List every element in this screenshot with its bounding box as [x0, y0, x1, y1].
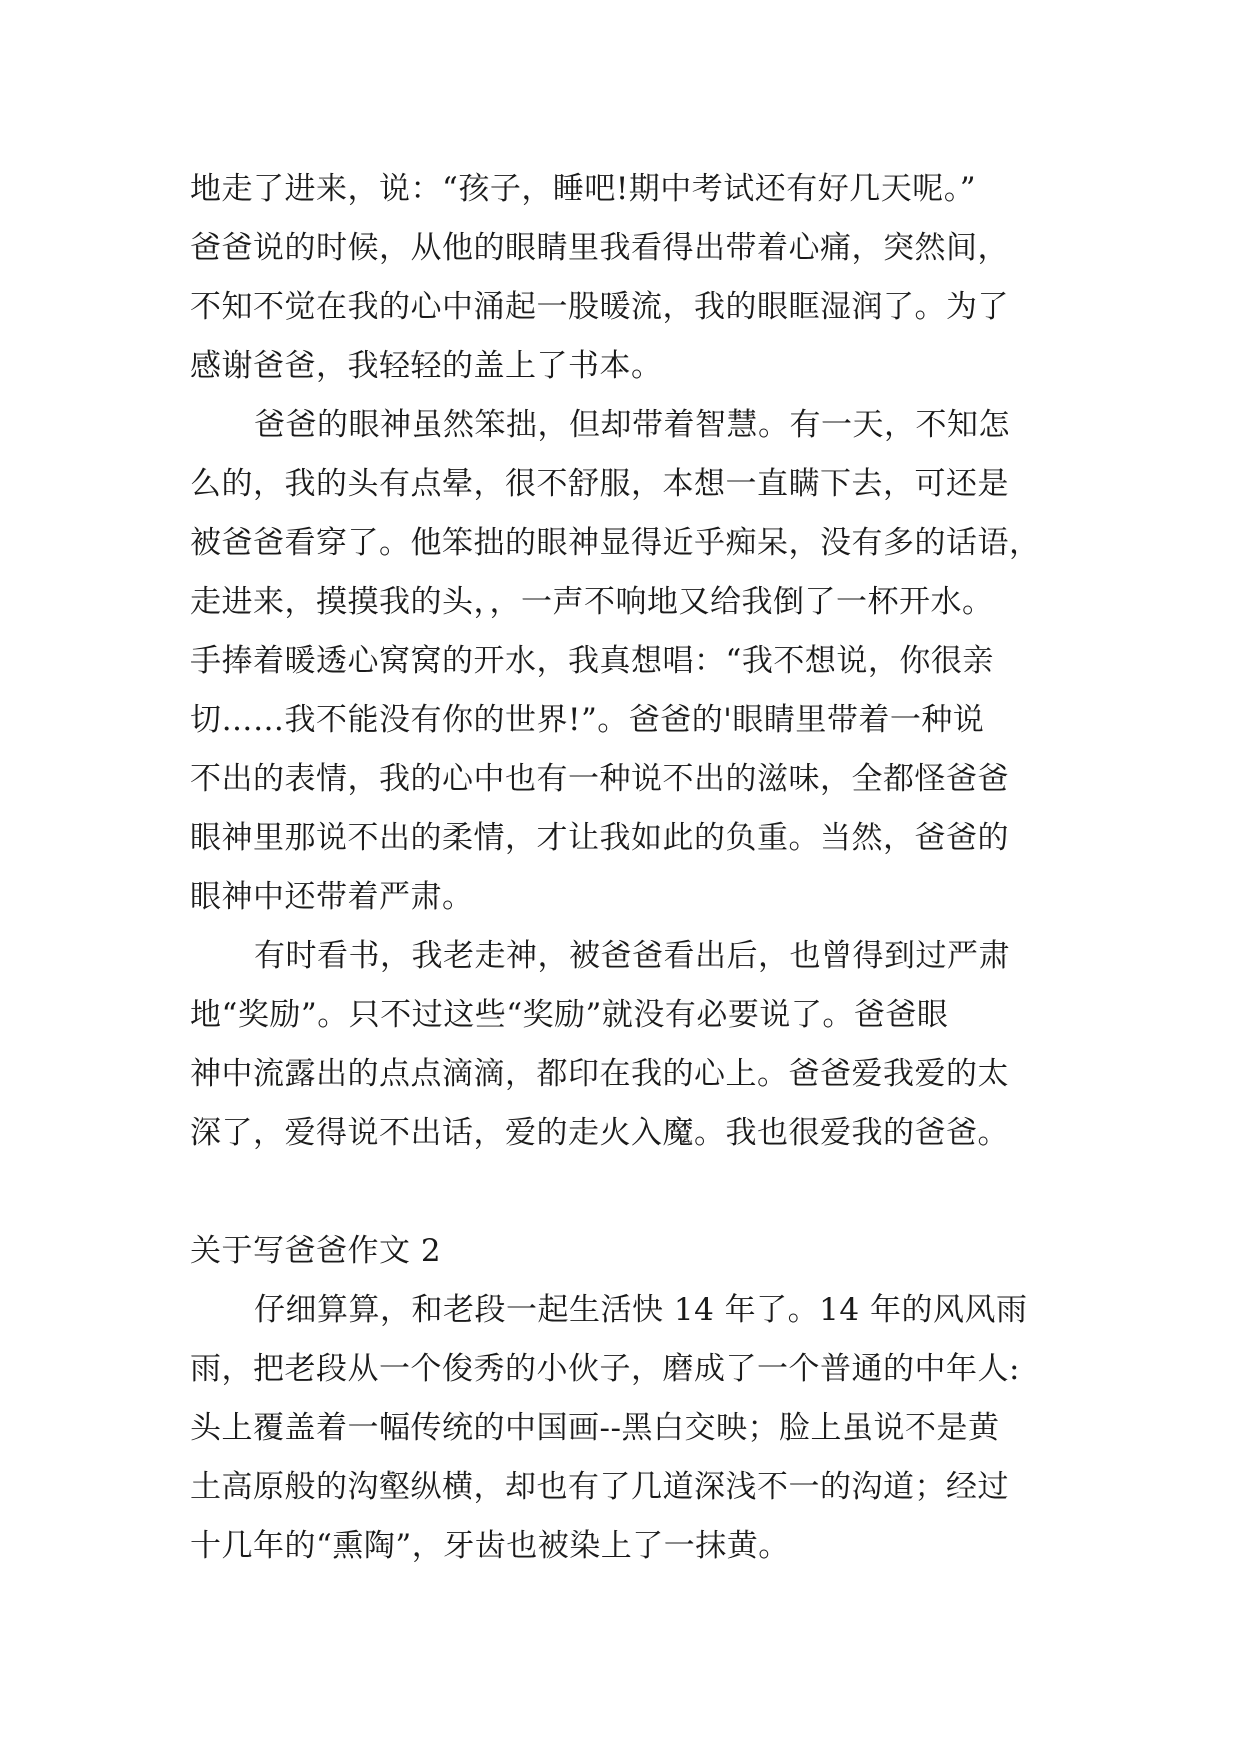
- text-line: 深了，爱得说不出话，爱的走火入魔。我也很爱我的爸爸。: [190, 1115, 1009, 1151]
- text-line: 仔细算算，和老段一起生活快 14 年了。14 年的风风雨: [254, 1292, 1028, 1328]
- text-line: 雨，把老段从一个俊秀的小伙子，磨成了一个普通的中年人:: [190, 1351, 1020, 1387]
- text-line: 感谢爸爸，我轻轻的盖上了书本。: [190, 348, 663, 384]
- paragraph: [190, 1281, 1070, 1576]
- essay-body: [190, 160, 1070, 1576]
- text-line: 手捧着暖透心窝窝的开水，我真想唱：“我不想说，你很亲: [190, 643, 994, 679]
- paragraph: [190, 160, 1070, 396]
- text-line: 十几年的“熏陶”，牙齿也被染上了一抹黄。: [190, 1528, 790, 1564]
- text-line: 爸爸的眼神虽然笨拙，但却带着智慧。有一天，不知怎: [254, 407, 1010, 443]
- paragraph: [190, 396, 1070, 927]
- text-line: 有时看书，我老走神，被爸爸看出后，也曾得到过严肃: [254, 938, 1010, 974]
- text-line: 爸爸说的时候，从他的眼睛里我看得出带着心痛，突然间，: [190, 230, 1009, 266]
- text-line: 地走了进来，说：“孩子，睡吧!期中考试还有好几天呢。”: [190, 171, 977, 207]
- text-line: 眼神中还带着严肃。: [190, 879, 474, 915]
- text-line: 切……我不能没有你的世界!”。爸爸的'眼睛里带着一种说: [190, 702, 985, 738]
- text-line: 神中流露出的点点滴滴，都印在我的心上。爸爸爱我爱的太: [190, 1056, 1009, 1092]
- text-line: 被爸爸看穿了。他笨拙的眼神显得近乎痴呆，没有多的话语，: [190, 525, 1041, 561]
- section-title: 关于写爸爸作文 2: [190, 1233, 442, 1269]
- text-line: 不出的表情，我的心中也有一种说不出的滋味，全都怪爸爸: [190, 761, 1009, 797]
- text-line: 走进来，摸摸我的头，，一声不响地又给我倒了一杯开水。: [190, 584, 994, 620]
- text-line: 地“奖励”。只不过这些“奖励”就没有必要说了。爸爸眼: [190, 997, 949, 1033]
- text-line: 头上覆盖着一幅传统的中国画--黑白交映；脸上虽说不是黄: [190, 1410, 1000, 1446]
- text-line: 眼神里那说不出的柔情，才让我如此的负重。当然，爸爸的: [190, 820, 1009, 856]
- text-line: 么的，我的头有点晕，很不舒服，本想一直瞒下去，可还是: [190, 466, 1009, 502]
- section-spacer: [190, 1163, 1070, 1222]
- text-line: 土高原般的沟壑纵横，却也有了几道深浅不一的沟道；经过: [190, 1469, 1009, 1505]
- text-line: 不知不觉在我的心中涌起一股暖流，我的眼眶湿润了。为了: [190, 289, 1009, 325]
- paragraph: [190, 927, 1070, 1163]
